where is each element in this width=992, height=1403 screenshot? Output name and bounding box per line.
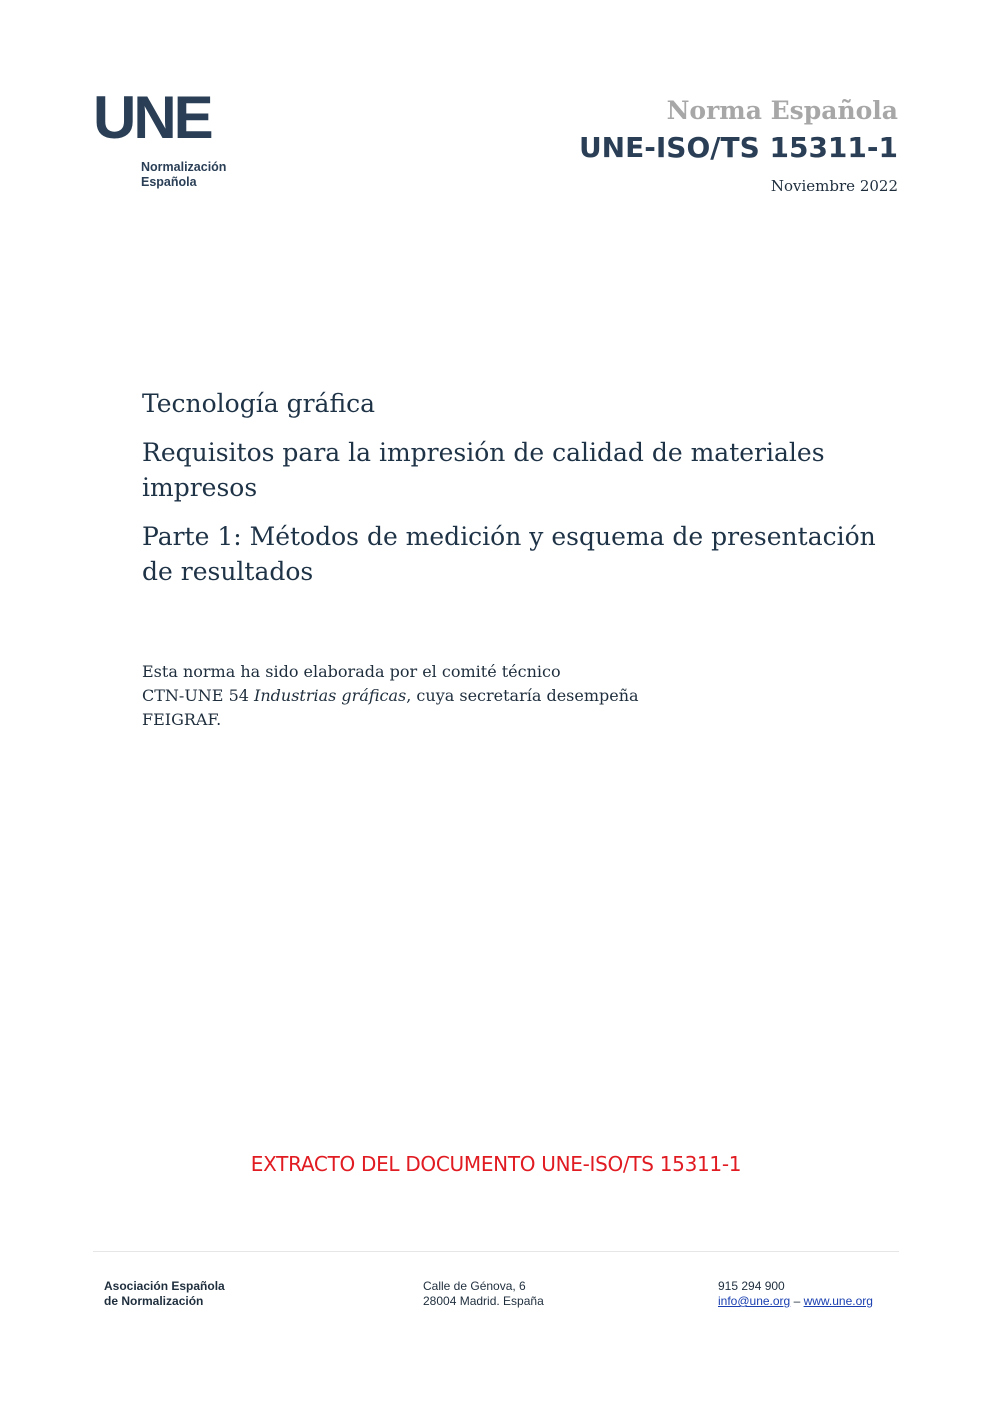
footer-address-line2: 28004 Madrid. España: [423, 1294, 544, 1308]
title-subtitle: Requisitos para la impresión de calidad de materiales impresos: [142, 438, 825, 502]
committee-line1: Esta norma ha sido elaborada por el comité técnico: [142, 662, 561, 681]
footer-org-line1: Asociación Española: [104, 1279, 225, 1293]
footer-org-line2: de Normalización: [104, 1294, 204, 1308]
logo-wordmark: UNE: [93, 84, 211, 151]
footer-links: [718, 1294, 873, 1309]
document-titles: [142, 386, 902, 603]
footer-organization: [104, 1279, 225, 1309]
extract-banner: EXTRACTO DEL DOCUMENTO UNE-ISO/TS 15311-1: [250, 1152, 742, 1176]
footer-address: [423, 1279, 544, 1309]
une-logo: [93, 84, 243, 200]
committee-line3: FEIGRAF.: [142, 710, 222, 729]
committee-line2-rest: , cuya secretaría desempeña: [406, 686, 639, 705]
committee-note: [142, 660, 702, 732]
standard-code: UNE-ISO/TS 15311-1: [578, 131, 898, 164]
logo-subtitle-line1: Normalización: [141, 160, 227, 174]
footer-link-separator: –: [790, 1294, 804, 1308]
logo-subtitle-line2: Española: [141, 175, 197, 189]
footer-phone: 915 294 900: [718, 1279, 785, 1293]
website-link[interactable]: www.une.org: [803, 1294, 873, 1308]
logo-subtitle: [141, 160, 243, 190]
title-part: Parte 1: Métodos de medición y esquema de presentación de resultados: [142, 522, 876, 586]
publication-date: Noviembre 2022: [770, 177, 898, 195]
committee-line2: [142, 684, 702, 708]
standard-type-label: Norma Española: [666, 96, 898, 125]
footer-contact: [718, 1279, 873, 1309]
email-link[interactable]: info@une.org: [718, 1294, 791, 1308]
committee-code: CTN-UNE 54: [142, 686, 255, 705]
committee-name: Industrias gráficas: [254, 686, 407, 705]
title-main: Tecnología gráfica: [142, 389, 376, 418]
footer-divider: [93, 1251, 899, 1252]
footer-address-line1: Calle de Génova, 6: [423, 1279, 526, 1293]
